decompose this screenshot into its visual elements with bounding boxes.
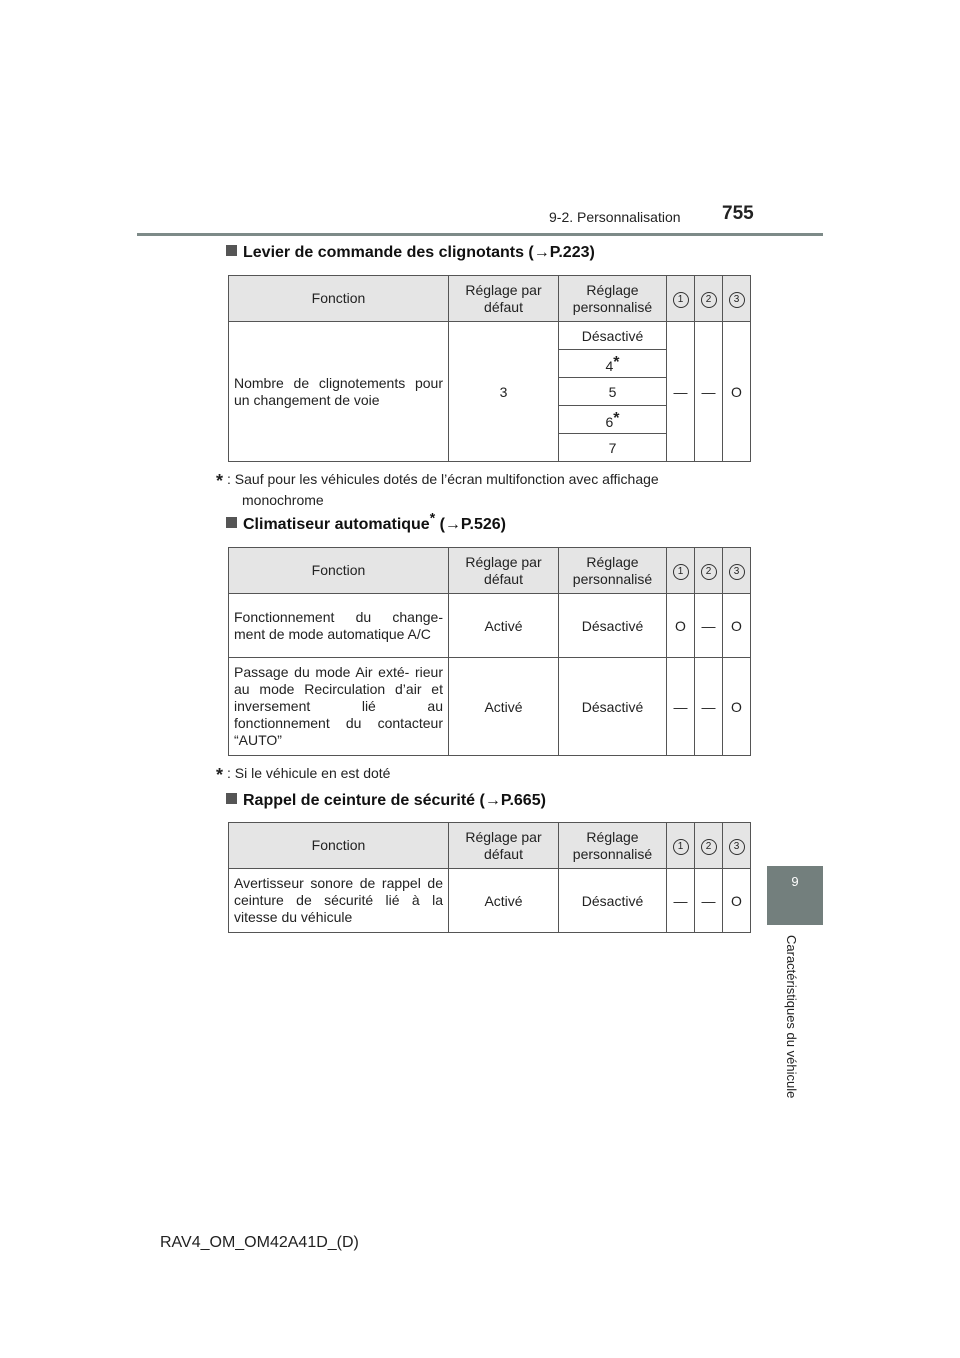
circled-1-icon: 1	[673, 564, 689, 580]
function-cell: Nombre de clignotements pour un changement de voie	[229, 322, 449, 462]
header-rule	[137, 233, 823, 236]
value-cell: O	[723, 594, 751, 658]
table-header-row	[229, 823, 751, 869]
value-cell: —	[695, 322, 723, 462]
circled-3-icon: 3	[729, 564, 745, 580]
circled-3-icon: 3	[729, 839, 745, 855]
col-1	[667, 823, 695, 869]
option-cell: 7	[559, 434, 667, 462]
circled-3-icon: 3	[729, 292, 745, 308]
table-row	[229, 594, 751, 658]
chapter-title: Caractéristiques du véhicule	[784, 935, 799, 1099]
square-bullet-icon	[226, 517, 237, 528]
value-cell: —	[667, 322, 695, 462]
table-row	[229, 869, 751, 933]
table-header-row	[229, 276, 751, 322]
turn-signal-table	[228, 275, 751, 462]
footnote-climate: * : Si le véhicule en est doté	[216, 765, 391, 785]
value-cell: —	[695, 594, 723, 658]
climate-table	[228, 547, 751, 756]
value-cell: O	[723, 869, 751, 933]
col-2	[695, 276, 723, 322]
chapter-tab	[767, 866, 823, 925]
circled-2-icon: 2	[701, 839, 717, 855]
col-function: Fonction	[229, 823, 449, 869]
function-cell: Avertisseur sonore de rappel de ceinture de sécurité lié à la vitesse du véhicule	[229, 869, 449, 933]
value-cell: —	[667, 869, 695, 933]
square-bullet-icon	[226, 793, 237, 804]
col-3	[723, 548, 751, 594]
function-cell: Fonctionnement du change- ment de mode automatique A/C	[229, 594, 449, 658]
option-cell: Désactivé	[559, 322, 667, 350]
option-cell: 5	[559, 378, 667, 406]
section-heading-seatbelt: Rappel de ceinture de sécurité (→P.665)	[226, 792, 546, 810]
custom-cell: Désactivé	[559, 869, 667, 933]
asterisk-mark: *	[216, 765, 224, 785]
col-3	[723, 276, 751, 322]
circled-2-icon: 2	[701, 292, 717, 308]
col-default: Réglage par défaut	[449, 548, 559, 594]
value-cell: O	[667, 594, 695, 658]
col-function: Fonction	[229, 276, 449, 322]
value-cell: —	[695, 869, 723, 933]
default-cell: 3	[449, 322, 559, 462]
option-cell: 6*	[559, 406, 667, 434]
custom-cell: Désactivé	[559, 594, 667, 658]
col-2	[695, 548, 723, 594]
asterisk-mark: *	[613, 409, 620, 427]
col-function: Fonction	[229, 548, 449, 594]
table-row	[229, 658, 751, 756]
seatbelt-table	[228, 822, 751, 933]
value-cell: —	[667, 658, 695, 756]
col-custom: Réglage personnalisé	[559, 548, 667, 594]
default-cell: Activé	[449, 594, 559, 658]
value-cell: O	[723, 322, 751, 462]
col-1	[667, 276, 695, 322]
circled-1-icon: 1	[673, 292, 689, 308]
circled-2-icon: 2	[701, 564, 717, 580]
asterisk-mark: *	[613, 353, 620, 371]
square-bullet-icon	[226, 245, 237, 256]
value-cell: O	[723, 658, 751, 756]
option-cell: 4*	[559, 350, 667, 378]
col-custom: Réglage personnalisé	[559, 276, 667, 322]
page-number: 755	[722, 203, 754, 224]
section-heading-turn-signal: Levier de commande des clignotants (→P.223)	[226, 244, 595, 262]
chapter-number: 9	[791, 874, 799, 889]
table-header-row	[229, 548, 751, 594]
table-row	[229, 322, 751, 350]
document-code: RAV4_OM_OM42A41D_(D)	[160, 1234, 359, 1251]
asterisk-mark: *	[216, 471, 224, 491]
section-header: 9-2. Personnalisation	[549, 209, 681, 225]
col-1	[667, 548, 695, 594]
col-default: Réglage par défaut	[449, 276, 559, 322]
section-heading-climate: Climatiseur automatique* (→P.526)	[226, 516, 506, 534]
value-cell: —	[695, 658, 723, 756]
default-cell: Activé	[449, 658, 559, 756]
function-cell: Passage du mode Air exté- rieur au mode Recirculation d’air et inversement lié au fonctionnement du contacteur “AUTO”	[229, 658, 449, 756]
col-default: Réglage par défaut	[449, 823, 559, 869]
footnote-turn-signal: * : Sauf pour les véhicules dotés de l’écran multifonction avec affichage monochrome	[216, 471, 659, 508]
col-custom: Réglage personnalisé	[559, 823, 667, 869]
circled-1-icon: 1	[673, 839, 689, 855]
col-2	[695, 823, 723, 869]
custom-cell: Désactivé	[559, 658, 667, 756]
asterisk-mark: *	[429, 509, 436, 526]
col-3	[723, 823, 751, 869]
default-cell: Activé	[449, 869, 559, 933]
